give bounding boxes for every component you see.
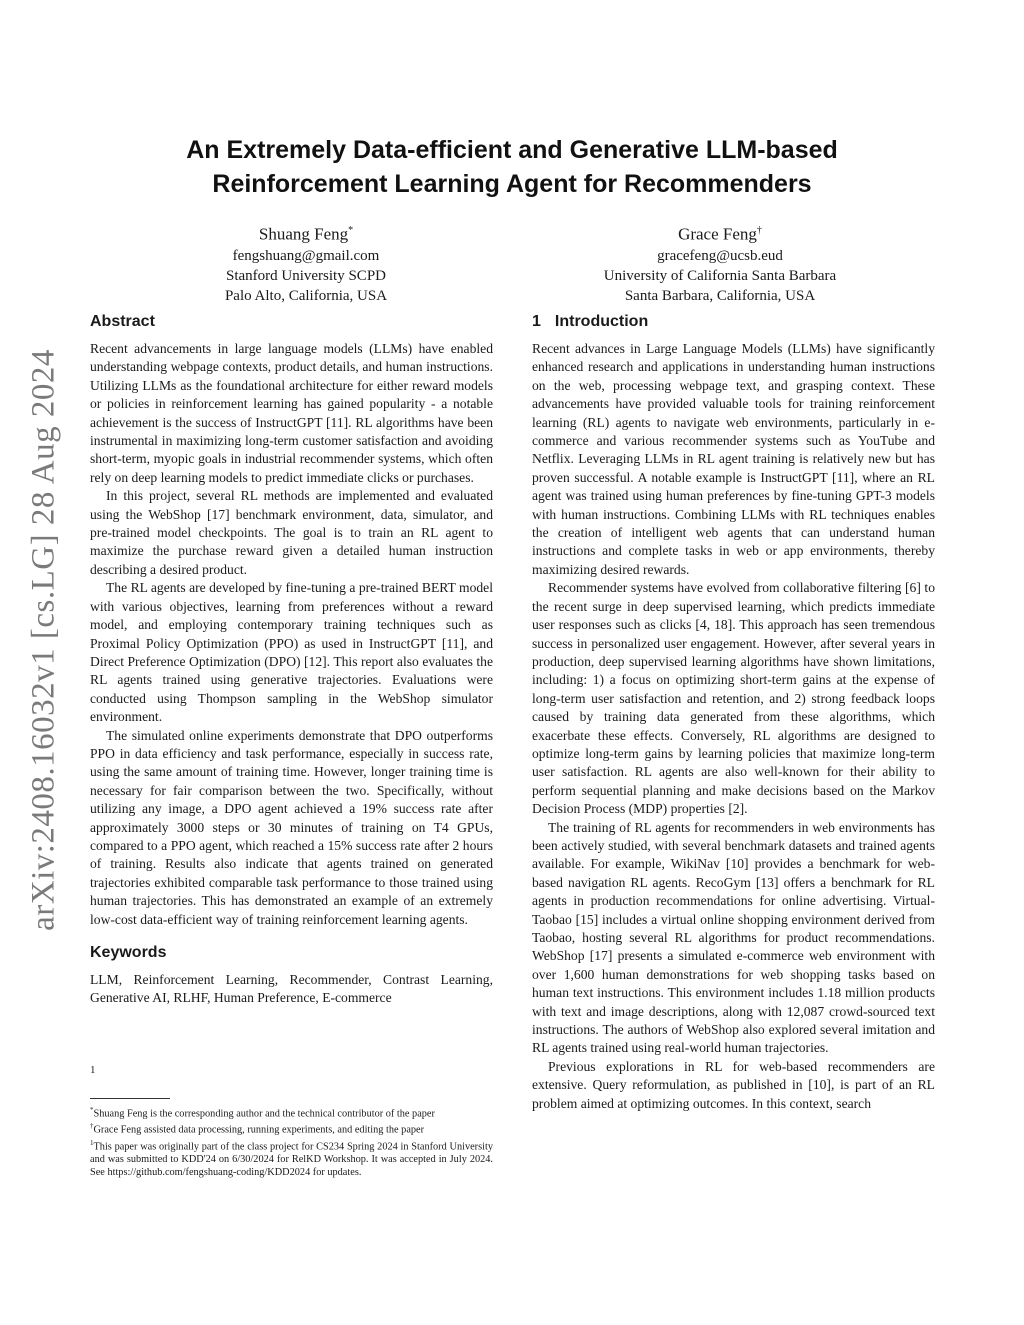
- section-title: Introduction: [554, 313, 649, 330]
- left-column: [90, 312, 493, 1008]
- author-location: Santa Barbara, California, USA: [624, 287, 816, 304]
- author-location: Palo Alto, California, USA: [224, 287, 388, 304]
- author-name: Grace Feng†: [678, 224, 762, 244]
- footnote: †Grace Feng assisted data processing, running experiments, and editing the paper: [90, 1122, 425, 1136]
- abstract-paragraph: The simulated online experiments demonstrate that DPO outperforms PPO in data efficiency and task performance, especially in success rate, using the same amount of training time. However, longer training time is necessary for fair comparison between the two. Specifically, without utilizing any image, a DPO agent achieved a 19% success rate after approximately 3000 steps or 30 minutes of training on T4 GPUs, compared to a PPO agent, which reached a 15% success rate after 2 hours of training. Results also indicate that agents trained on generated trajectories exhibited comparable task performance to those trained using human trajectories. This has demonstrated an example of an extremely low-cost data-efficient way of training reinforcement learning agents.: [90, 727, 493, 927]
- section-number: 1: [532, 313, 541, 330]
- author-note-mark: †: [756, 225, 762, 236]
- paper-title-line-1: An Extremely Data-efficient and Generative LLM-based: [186, 136, 838, 164]
- arxiv-identifier-stamp: arXiv:2408.16032v1 [cs.LG] 28 Aug 2024: [25, 349, 62, 931]
- author-name: Shuang Feng*: [258, 224, 354, 244]
- abstract-paragraph: Recent advancements in large language models (LLMs) have enabled understanding webpage contexts, product details, and human instructions. Utilizing LLMs as the foundational architecture for either reward models or policies in reinforcement learning has gained popularity - a notable achievement is the success of InstructGPT [11]. RL algorithms have been instrumental in maximizing long-term customer satisfaction and avoiding short-term, myopic goals in industrial recommender systems, which often rely on deep learning models to predict immediate clicks or purchases.: [90, 341, 493, 485]
- introduction-paragraph: Recommender systems have evolved from collaborative filtering [6] to the recent surge in deep supervised learning, which predicts immediate user responses such as clicks [4, 18]. This approach has seen tremendous success in personalized user engagement. However, after several years in production, deep supervised learning algorithms have shown limitations, including: 1) a focus on optimizing short-term gains at the expense of long-term user satisfaction and retention, and 2) strong feedback loops caused by training data generated from these algorithms, which exacerbate these effects. Conversely, RL algorithms are designed to optimize long-term gains by learning policies that maximize long-term user satisfaction. RL agents are also well-known for their ability to perform sequential planning and make decisions based on the Markov Decision Process (MDP) properties [2].: [532, 580, 935, 817]
- right-column: [532, 312, 935, 1113]
- author-affiliation: Stanford University SCPD: [225, 267, 386, 284]
- author-email[interactable]: fengshuang@gmail.com: [232, 247, 380, 264]
- keywords-heading: Keywords: [90, 944, 167, 961]
- abstract-paragraph: In this project, several RL methods are implemented and evaluated using the WebShop [17] benchmark environment, data, simulator, and pre-trained model checkpoints. The goal is to train an RL agent to maximize the purchase reward given a detailed human instruction describing a desired product.: [90, 488, 493, 577]
- abstract-paragraph: The RL agents are developed by fine-tuning a pre-trained BERT model with various objectives, learning from preferences without a reward model, and employing contemporary training techniques such as Proximal Policy Optimization (PPO) as used in InstructGPT [11], and Direct Preference Optimization (DPO) [12]. This report also evaluates the RL agents trained using generative trajectories. Evaluations were conducted using Thompson sampling in the WebShop simulator environment.: [90, 580, 493, 725]
- introduction-heading: [532, 312, 935, 332]
- footnote-marker: 1: [90, 1064, 96, 1076]
- author-note-mark: *: [348, 225, 354, 236]
- author-email[interactable]: gracefeng@ucsb.eud: [657, 247, 783, 264]
- footnote: *Shuang Feng is the corresponding author and the technical contributor of the paper: [90, 1106, 435, 1120]
- introduction-paragraph: The training of RL agents for recommenders in web environments has been actively studied, with several benchmark datasets and trained agents available. For example, WikiNav [10] provides a benchmark for web-based navigation RL agents. RecoGym [13] offers a benchmark for RL agents in production recommendations for online advertising. Virtual-Taobao [15] includes a virtual online shopping environment derived from Taobao, hosting several RL algorithms for product recommendations. WebShop [17] presents a simulated e-commerce web environment with over 1,600 human demonstrations for web shopping tasks based on human text instructions. This environment includes 1.18 million products with text and image descriptions, along with 12,087 crowd-sourced text instructions. The authors of WebShop also explored several imitation and RL agents trained using real-world human trajectories.: [532, 819, 935, 1056]
- paper-title-line-2: Reinforcement Learning Agent for Recommenders: [212, 170, 812, 198]
- author-block-1: [126, 220, 486, 306]
- paper-title: [100, 133, 924, 201]
- author-block-2: [540, 220, 900, 306]
- footnote: $^1$This paper was originally part of the class project for CS234 Spring 2024 in Stanford University and was submitted to KDD'24 on 6/30/2024 for RelKD Workshop. It was accepted in July 2024. See https://github.com/fengshuang-coding/KDD2024 for updates.: [90, 1138, 493, 1179]
- footnotes: [90, 1104, 493, 1179]
- footnote-divider: [90, 1098, 170, 1099]
- introduction-paragraph: Recent advances in Large Language Models (LLMs) have significantly enhanced research and applications in understanding human instructions on the web, processing webpage text, and grasping context. These advancements have provided valuable tools for training reinforcement learning (RL) agents to navigate web environments, particularly in e-commerce and various recommender systems such as YouTube and Netflix. Leveraging LLMs in RL agent training is relatively new but has proven successful. A notable example is InstructGPT [11], where an RL agent was trained using human preferences by fine-tuning GPT-3 models with human instructions. Combining LLMs with RL techniques enables the creation of intelligent web agents that can understand human instructions and complete tasks in web or app environments, thereby maximizing desired rewards.: [532, 341, 935, 577]
- introduction-paragraph: Previous explorations in RL for web-based recommenders are extensive. Query reformulation, as published in [10], is part of an RL problem aimed at optimizing outcomes. In this context, search: [532, 1058, 935, 1111]
- keywords-text: LLM, Reinforcement Learning, Recommender, Contrast Learning, Generative AI, RLHF, Human Preference, E-commerce: [90, 972, 493, 1006]
- author-affiliation: University of California Santa Barbara: [603, 267, 837, 284]
- abstract-heading: Abstract: [90, 313, 155, 330]
